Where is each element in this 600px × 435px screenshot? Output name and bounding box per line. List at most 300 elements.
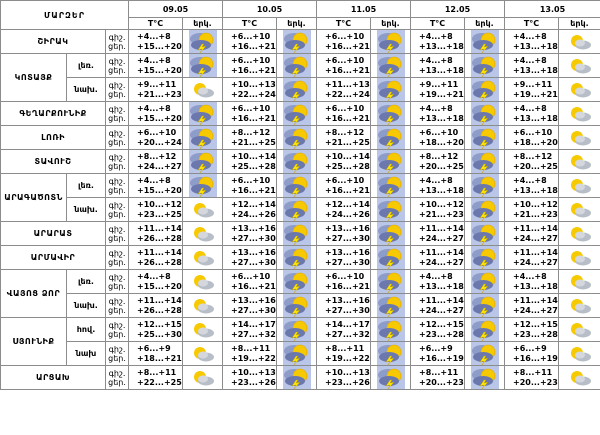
day-temperature: +22...+25 — [137, 377, 182, 387]
night-temperature: +10...+12 — [513, 199, 558, 209]
temperature-range — [129, 198, 183, 222]
temperature-range — [129, 174, 183, 198]
temperature-range — [129, 270, 183, 294]
night-label: գիշ. — [108, 152, 126, 162]
night-temperature: +12...+15 — [137, 319, 182, 329]
sun-cloud-storm-icon — [371, 366, 411, 390]
sun-cloud-storm-icon — [277, 102, 317, 126]
region-name: ԿՈՏԱՅՔ — [1, 54, 67, 102]
day-header: 10.05 — [223, 1, 317, 18]
night-label: գիշ. — [108, 104, 126, 114]
day-temperature: +16...+21 — [231, 113, 276, 123]
temperature-range — [505, 294, 559, 318]
night-temperature: +14...+17 — [231, 319, 276, 329]
night-temperature: +4...+8 — [513, 55, 547, 65]
night-temperature: +13...+16 — [231, 247, 276, 257]
sun-cloud-icon — [559, 78, 600, 102]
region-row — [1, 366, 600, 390]
day-temperature: +15...+20 — [137, 41, 182, 51]
time-of-day-labels — [106, 318, 129, 342]
temperature-range — [411, 102, 465, 126]
sun-cloud-storm-icon — [371, 102, 411, 126]
night-label: գիշ. — [108, 344, 126, 354]
day-header: 09.05 — [129, 1, 223, 18]
day-temperature: +25...+28 — [231, 161, 276, 171]
day-temperature: +15...+20 — [137, 185, 182, 195]
sun-cloud-storm-icon — [183, 54, 223, 78]
sun-cloud-storm-icon — [465, 54, 505, 78]
temperature-range — [317, 294, 371, 318]
temperature-range — [223, 126, 277, 150]
sun-cloud-icon — [183, 246, 223, 270]
day-temperature: +23...+26 — [231, 377, 276, 387]
region-name: ԳԵՂԱՐՔՈՒՆԻՔ — [1, 102, 106, 126]
temperature-range — [223, 174, 277, 198]
day-temperature: +15...+20 — [137, 113, 182, 123]
day-label: ցեր. — [108, 353, 126, 363]
sun-cloud-icon — [183, 198, 223, 222]
sun-cloud-storm-icon — [371, 270, 411, 294]
day-temperature: +19...+22 — [231, 353, 276, 363]
sun-cloud-storm-icon — [277, 78, 317, 102]
night-temperature: +6...+10 — [231, 31, 271, 41]
day-temperature: +27...+30 — [231, 305, 276, 315]
night-temperature: +4...+8 — [137, 103, 171, 113]
region-row — [1, 54, 600, 78]
day-temperature: +16...+19 — [419, 353, 464, 363]
temperature-column-header: T°C — [317, 18, 371, 30]
day-label: ցեր. — [108, 65, 126, 75]
day-temperature: +13...+18 — [513, 185, 558, 195]
night-label: գիշ. — [108, 368, 126, 378]
sun-cloud-storm-icon — [277, 366, 317, 390]
day-temperature: +16...+19 — [513, 353, 558, 363]
night-temperature: +6...+10 — [325, 175, 365, 185]
region-row — [1, 342, 600, 366]
day-temperature: +21...+23 — [137, 89, 182, 99]
temperature-range — [317, 30, 371, 54]
night-temperature: +10...+14 — [231, 151, 276, 161]
day-temperature: +13...+18 — [419, 281, 464, 291]
day-header: 12.05 — [411, 1, 505, 18]
day-label: ցեր. — [108, 209, 126, 219]
sun-cloud-storm-icon — [371, 222, 411, 246]
night-temperature: +9...+11 — [419, 79, 459, 89]
sun-cloud-storm-icon — [465, 150, 505, 174]
temperature-range — [411, 270, 465, 294]
temperature-range — [411, 30, 465, 54]
night-temperature: +11...+13 — [325, 79, 370, 89]
day-temperature: +16...+21 — [231, 281, 276, 291]
night-temperature: +8...+11 — [325, 343, 365, 353]
cloudiness-column-header: երկ. — [559, 18, 600, 30]
temperature-column-header: T°C — [505, 18, 559, 30]
temperature-range — [223, 54, 277, 78]
sun-cloud-storm-icon — [371, 198, 411, 222]
region-name: ԼՈՌԻ — [1, 126, 106, 150]
night-temperature: +10...+12 — [137, 199, 182, 209]
day-temperature: +24...+27 — [513, 305, 558, 315]
night-temperature: +4...+8 — [513, 103, 547, 113]
sun-cloud-storm-icon — [465, 222, 505, 246]
night-temperature: +8...+12 — [419, 151, 459, 161]
temperature-range — [317, 102, 371, 126]
temperature-range — [411, 342, 465, 366]
time-of-day-labels — [106, 342, 129, 366]
night-temperature: +9...+11 — [137, 79, 177, 89]
sun-cloud-storm-icon — [277, 246, 317, 270]
temperature-range — [129, 102, 183, 126]
sun-cloud-storm-icon — [371, 174, 411, 198]
region-row — [1, 294, 600, 318]
temperature-range — [411, 126, 465, 150]
day-temperature: +16...+21 — [231, 65, 276, 75]
sun-cloud-icon — [183, 318, 223, 342]
sun-cloud-storm-icon — [371, 294, 411, 318]
sun-cloud-icon — [183, 78, 223, 102]
temperature-range — [223, 270, 277, 294]
sun-cloud-icon — [183, 294, 223, 318]
temperature-range — [317, 246, 371, 270]
sun-cloud-icon — [559, 366, 600, 390]
temperature-range — [317, 366, 371, 390]
night-temperature: +6...+10 — [325, 55, 365, 65]
temperature-column-header: T°C — [129, 18, 183, 30]
day-temperature: +27...+30 — [325, 257, 370, 267]
night-temperature: +8...+12 — [325, 127, 365, 137]
night-temperature: +8...+11 — [231, 343, 271, 353]
day-temperature: +13...+18 — [513, 281, 558, 291]
day-temperature: +23...+28 — [419, 329, 464, 339]
temperature-range — [129, 342, 183, 366]
sun-cloud-icon — [559, 246, 600, 270]
subregion-label: հով. — [67, 318, 106, 342]
night-temperature: +4...+8 — [137, 175, 171, 185]
temperature-range — [129, 54, 183, 78]
night-temperature: +14...+17 — [325, 319, 370, 329]
day-temperature: +16...+21 — [325, 113, 370, 123]
sun-cloud-storm-icon — [465, 30, 505, 54]
night-temperature: +6...+10 — [231, 271, 271, 281]
region-row — [1, 222, 600, 246]
temperature-range — [223, 318, 277, 342]
cloudiness-column-header: երկ. — [371, 18, 411, 30]
day-temperature: +27...+32 — [231, 329, 276, 339]
temperature-range — [505, 30, 559, 54]
temperature-range — [505, 198, 559, 222]
temperature-range — [317, 318, 371, 342]
sun-cloud-storm-icon — [465, 342, 505, 366]
night-temperature: +11...+14 — [513, 295, 558, 305]
day-temperature: +15...+20 — [137, 281, 182, 291]
night-temperature: +10...+14 — [325, 151, 370, 161]
night-temperature: +10...+12 — [419, 199, 464, 209]
sun-cloud-storm-icon — [465, 246, 505, 270]
sun-cloud-storm-icon — [371, 318, 411, 342]
temperature-range — [411, 222, 465, 246]
day-temperature: +19...+21 — [419, 89, 464, 99]
time-of-day-labels — [106, 222, 129, 246]
day-temperature: +24...+27 — [137, 161, 182, 171]
sun-cloud-storm-icon — [183, 174, 223, 198]
time-of-day-labels — [106, 102, 129, 126]
night-temperature: +13...+16 — [231, 223, 276, 233]
night-temperature: +8...+11 — [137, 367, 177, 377]
day-temperature: +24...+26 — [231, 209, 276, 219]
sun-cloud-storm-icon — [277, 30, 317, 54]
night-temperature: +9...+11 — [513, 79, 553, 89]
night-temperature: +10...+13 — [231, 367, 276, 377]
temperature-range — [129, 246, 183, 270]
sun-cloud-icon — [559, 174, 600, 198]
day-temperature: +13...+18 — [513, 113, 558, 123]
region-row — [1, 102, 600, 126]
day-temperature: +26...+28 — [137, 257, 182, 267]
region-row — [1, 318, 600, 342]
sun-cloud-storm-icon — [371, 342, 411, 366]
sun-cloud-storm-icon — [183, 126, 223, 150]
day-temperature: +20...+24 — [137, 137, 182, 147]
subregion-label: նախ. — [67, 198, 106, 222]
sun-cloud-storm-icon — [277, 174, 317, 198]
day-temperature: +20...+25 — [419, 161, 464, 171]
day-temperature: +16...+21 — [325, 65, 370, 75]
day-temperature: +13...+18 — [513, 41, 558, 51]
night-label: գիշ. — [108, 320, 126, 330]
time-of-day-labels — [106, 150, 129, 174]
day-temperature: +18...+21 — [137, 353, 182, 363]
temperature-range — [505, 54, 559, 78]
night-label: գիշ. — [108, 296, 126, 306]
temperature-range — [317, 222, 371, 246]
sun-cloud-storm-icon — [465, 102, 505, 126]
time-of-day-labels — [106, 126, 129, 150]
day-temperature: +18...+20 — [513, 137, 558, 147]
temperature-range — [223, 222, 277, 246]
temperature-range — [505, 126, 559, 150]
time-of-day-labels — [106, 78, 129, 102]
region-name: ՎԱՅՈՑ ՁՈՐ — [1, 270, 67, 318]
region-name: ԱՐԱԳԱԾՈՏՆ — [1, 174, 67, 222]
subregion-label: լեռ. — [67, 54, 106, 78]
night-label: գիշ. — [108, 272, 126, 282]
sun-cloud-storm-icon — [465, 198, 505, 222]
sun-cloud-storm-icon — [277, 318, 317, 342]
night-temperature: +4...+8 — [419, 31, 453, 41]
temperature-range — [317, 270, 371, 294]
region-name: ՏԱՎՈՒՇ — [1, 150, 106, 174]
day-temperature: +24...+27 — [419, 257, 464, 267]
sun-cloud-icon — [559, 54, 600, 78]
night-label: գիշ. — [108, 80, 126, 90]
region-row — [1, 174, 600, 198]
day-label: ցեր. — [108, 89, 126, 99]
sun-cloud-storm-icon — [465, 294, 505, 318]
day-temperature: +23...+28 — [513, 329, 558, 339]
region-row — [1, 30, 600, 54]
temperature-range — [505, 270, 559, 294]
sun-cloud-storm-icon — [371, 126, 411, 150]
day-label: ցեր. — [108, 185, 126, 195]
day-label: ցեր. — [108, 329, 126, 339]
sun-cloud-icon — [559, 102, 600, 126]
sun-cloud-storm-icon — [465, 366, 505, 390]
night-temperature: +8...+12 — [137, 151, 177, 161]
day-temperature: +26...+28 — [137, 305, 182, 315]
day-temperature: +20...+23 — [513, 377, 558, 387]
day-temperature: +26...+28 — [137, 233, 182, 243]
day-header: 13.05 — [505, 1, 600, 18]
subregion-label: նախ. — [67, 294, 106, 318]
temperature-range — [223, 366, 277, 390]
day-temperature: +24...+27 — [513, 257, 558, 267]
temperature-range — [223, 30, 277, 54]
time-of-day-labels — [106, 174, 129, 198]
night-temperature: +6...+10 — [231, 103, 271, 113]
day-temperature: +16...+21 — [325, 41, 370, 51]
night-label: գիշ. — [108, 128, 126, 138]
region-name: ՍՅՈՒՆԻՔ — [1, 318, 67, 366]
temperature-range — [317, 126, 371, 150]
night-label: գիշ. — [108, 200, 126, 210]
sun-cloud-storm-icon — [277, 150, 317, 174]
night-temperature: +6...+10 — [325, 103, 365, 113]
time-of-day-labels — [106, 198, 129, 222]
night-temperature: +4...+8 — [419, 55, 453, 65]
region-name: ԱՐՄԱՎԻՐ — [1, 246, 106, 270]
regions-header: ՄԱՐԶԵՐ — [1, 1, 129, 30]
region-name: ԱՐԱՐԱՏ — [1, 222, 106, 246]
sun-cloud-icon — [183, 342, 223, 366]
night-label: գիշ. — [108, 32, 126, 42]
day-temperature: +27...+30 — [325, 305, 370, 315]
day-temperature: +16...+21 — [231, 185, 276, 195]
sun-cloud-icon — [559, 342, 600, 366]
day-label: ցեր. — [108, 137, 126, 147]
subregion-label: նախ. — [67, 78, 106, 102]
temperature-range — [129, 294, 183, 318]
sun-cloud-icon — [559, 270, 600, 294]
day-temperature: +25...+30 — [137, 329, 182, 339]
temperature-range — [505, 318, 559, 342]
region-row — [1, 78, 600, 102]
day-temperature: +19...+22 — [325, 353, 370, 363]
cloudiness-column-header: երկ. — [183, 18, 223, 30]
temperature-range — [411, 318, 465, 342]
subregion-label: լեռ. — [67, 270, 106, 294]
sun-cloud-storm-icon — [371, 150, 411, 174]
region-row — [1, 246, 600, 270]
night-temperature: +11...+14 — [137, 295, 182, 305]
temperature-range — [505, 342, 559, 366]
day-temperature: +20...+25 — [513, 161, 558, 171]
day-temperature: +18...+20 — [419, 137, 464, 147]
night-temperature: +10...+13 — [325, 367, 370, 377]
region-name: ԱՐՑԱԽ — [1, 366, 106, 390]
night-temperature: +4...+8 — [419, 103, 453, 113]
day-temperature: +22...+24 — [325, 89, 370, 99]
day-temperature: +21...+25 — [231, 137, 276, 147]
temperature-column-header: T°C — [411, 18, 465, 30]
sun-cloud-storm-icon — [277, 294, 317, 318]
night-temperature: +11...+14 — [513, 223, 558, 233]
sun-cloud-icon — [559, 30, 600, 54]
night-temperature: +6...+9 — [419, 343, 453, 353]
night-temperature: +11...+14 — [137, 247, 182, 257]
temperature-range — [317, 198, 371, 222]
night-temperature: +4...+8 — [137, 55, 171, 65]
day-temperature: +23...+25 — [137, 209, 182, 219]
night-temperature: +4...+8 — [513, 271, 547, 281]
time-of-day-labels — [106, 246, 129, 270]
night-temperature: +6...+10 — [419, 127, 459, 137]
day-temperature: +21...+23 — [419, 209, 464, 219]
sun-cloud-icon — [559, 294, 600, 318]
night-temperature: +11...+14 — [419, 247, 464, 257]
region-row — [1, 270, 600, 294]
day-temperature: +24...+27 — [419, 233, 464, 243]
day-label: ցեր. — [108, 377, 126, 387]
day-temperature: +27...+30 — [325, 233, 370, 243]
region-name: ՇԻՐԱԿ — [1, 30, 106, 54]
temperature-range — [223, 150, 277, 174]
night-temperature: +6...+9 — [137, 343, 171, 353]
temperature-range — [411, 366, 465, 390]
temperature-range — [129, 318, 183, 342]
day-temperature: +13...+18 — [419, 65, 464, 75]
temperature-range — [223, 342, 277, 366]
night-temperature: +6...+9 — [513, 343, 547, 353]
day-temperature: +21...+23 — [513, 209, 558, 219]
temperature-range — [505, 78, 559, 102]
night-temperature: +8...+11 — [513, 367, 553, 377]
night-temperature: +6...+10 — [231, 55, 271, 65]
night-label: գիշ. — [108, 176, 126, 186]
day-temperature: +16...+21 — [325, 281, 370, 291]
day-label: ցեր. — [108, 161, 126, 171]
time-of-day-labels — [106, 366, 129, 390]
night-temperature: +4...+8 — [137, 31, 171, 41]
temperature-range — [129, 150, 183, 174]
day-temperature: +16...+21 — [231, 41, 276, 51]
temperature-range — [411, 54, 465, 78]
night-temperature: +10...+13 — [231, 79, 276, 89]
day-temperature: +15...+20 — [137, 65, 182, 75]
time-of-day-labels — [106, 294, 129, 318]
sun-cloud-storm-icon — [183, 150, 223, 174]
temperature-range — [317, 54, 371, 78]
day-temperature: +21...+25 — [325, 137, 370, 147]
sun-cloud-icon — [559, 126, 600, 150]
night-label: գիշ. — [108, 56, 126, 66]
temperature-range — [411, 78, 465, 102]
sun-cloud-storm-icon — [465, 78, 505, 102]
day-temperature: +25...+28 — [325, 161, 370, 171]
sun-cloud-storm-icon — [371, 30, 411, 54]
night-temperature: +11...+14 — [137, 223, 182, 233]
sun-cloud-icon — [183, 366, 223, 390]
day-label: ցեր. — [108, 113, 126, 123]
sun-cloud-storm-icon — [465, 174, 505, 198]
sun-cloud-storm-icon — [371, 78, 411, 102]
temperature-range — [129, 222, 183, 246]
night-temperature: +13...+16 — [325, 247, 370, 257]
temperature-range — [317, 174, 371, 198]
temperature-range — [505, 150, 559, 174]
night-temperature: +12...+14 — [231, 199, 276, 209]
day-temperature: +27...+32 — [325, 329, 370, 339]
cloudiness-column-header: երկ. — [277, 18, 317, 30]
